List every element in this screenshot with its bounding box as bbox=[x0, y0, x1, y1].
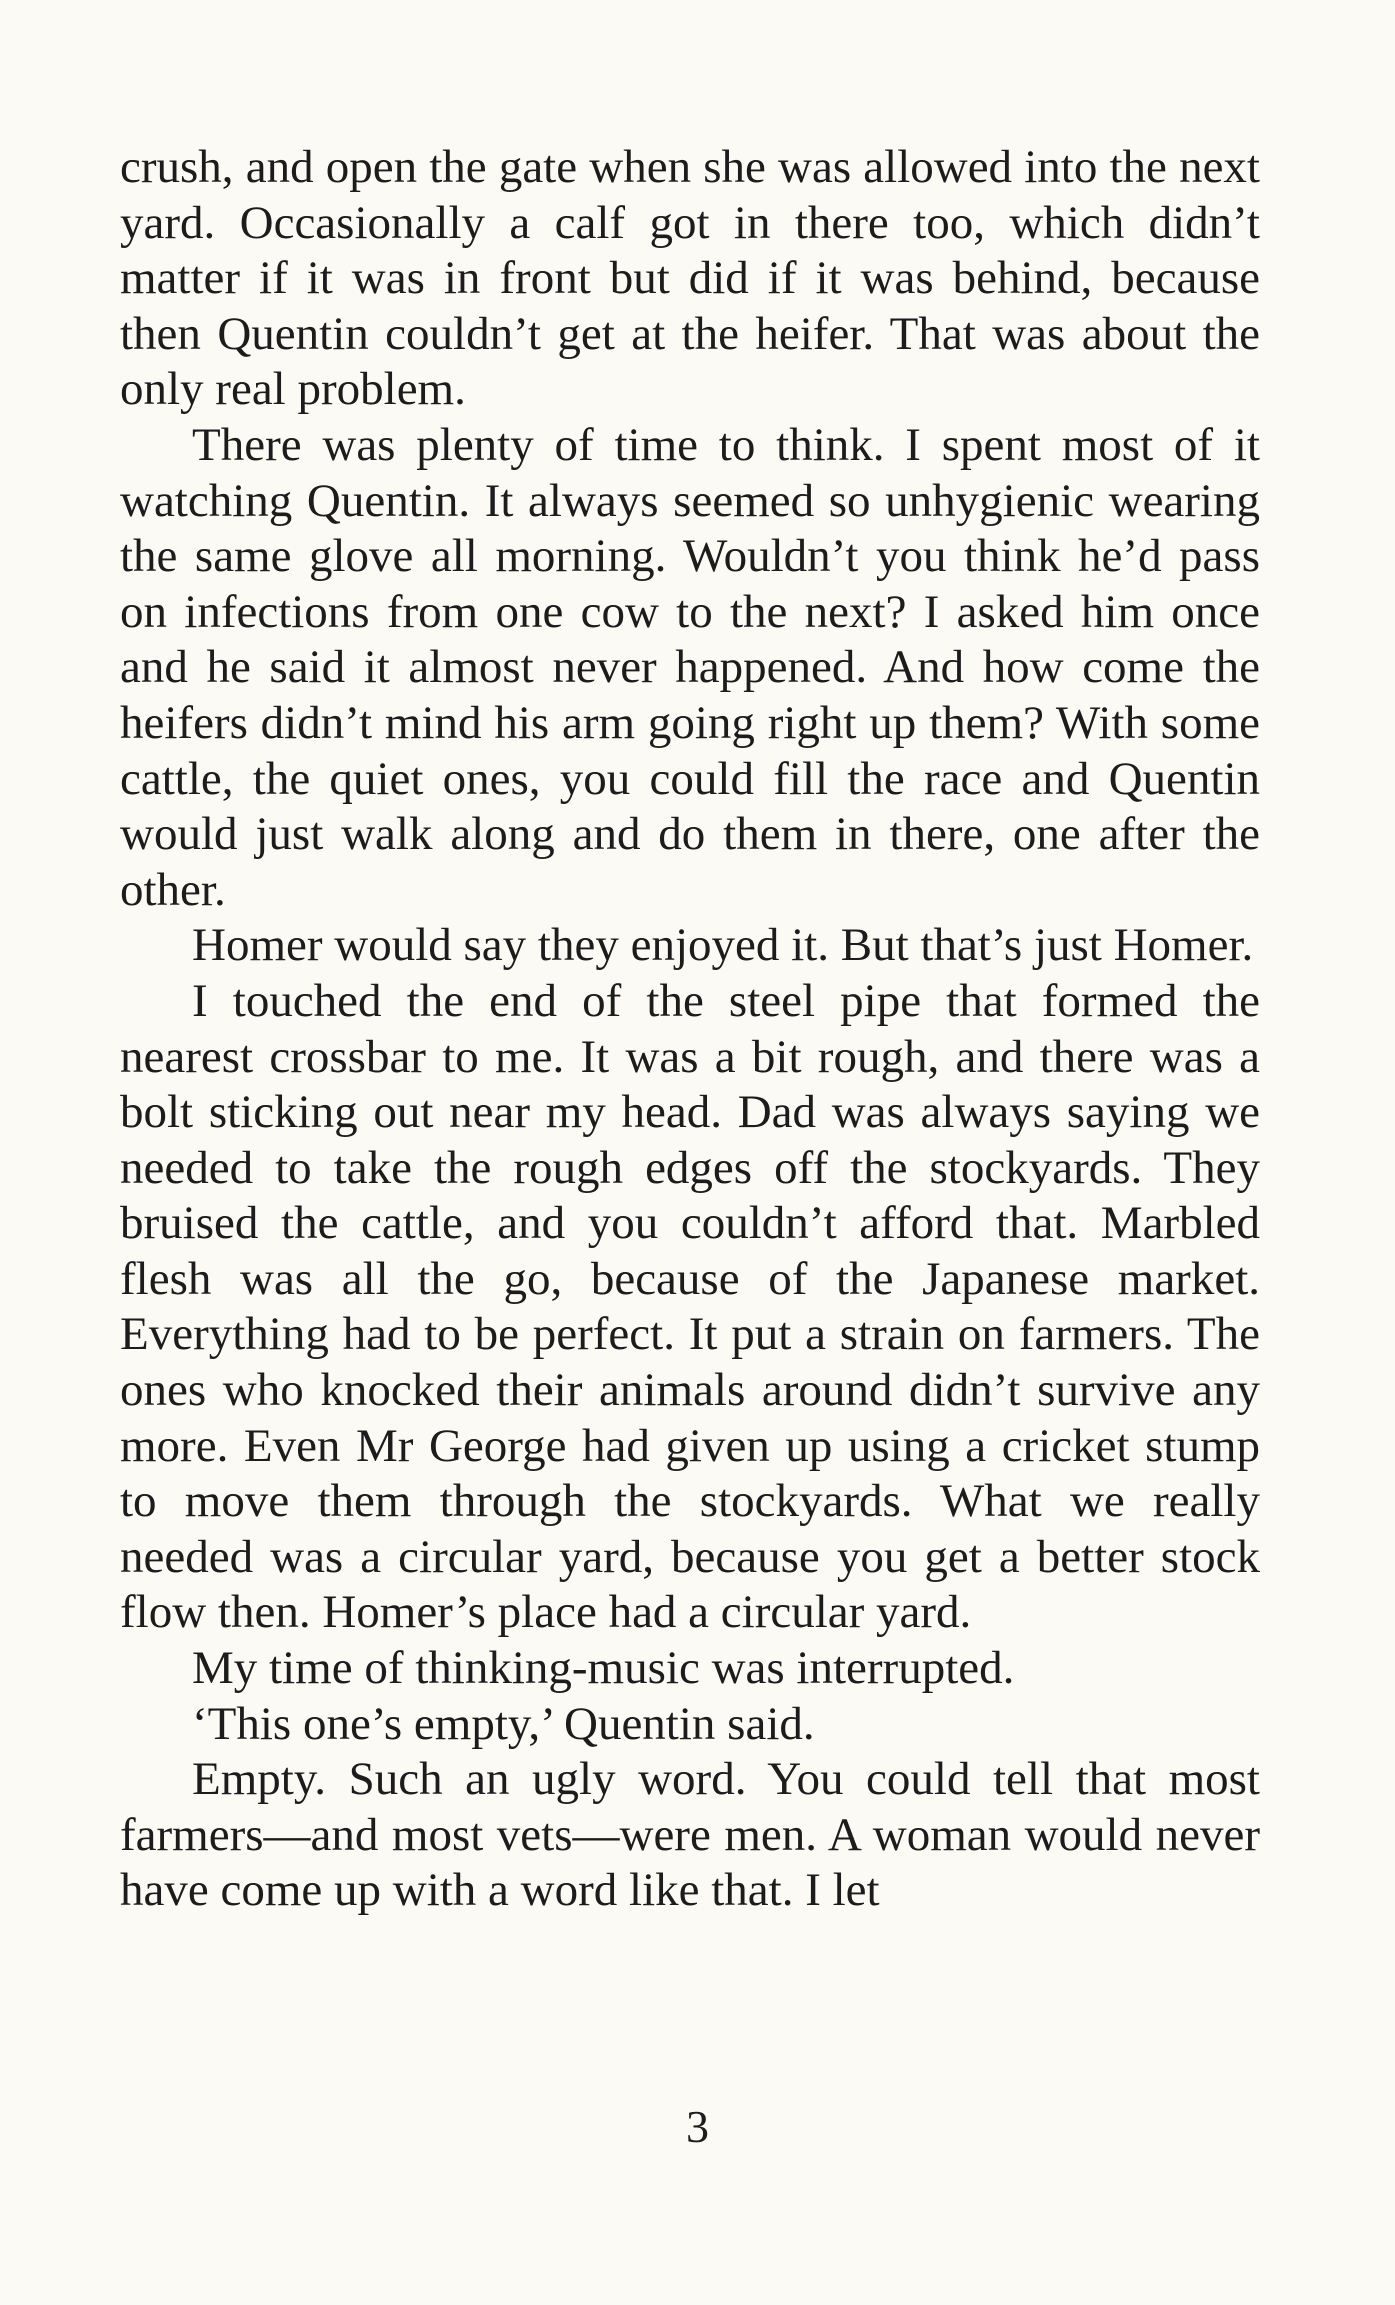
paragraph-4: I touched the end of the steel pipe that formed the nearest crossbar to me. It was a bit rough, and there was a bolt sticking out near my head. Dad was always saying we needed to take the rough edges off the stockyards. They bruised the cattle, and you couldn’t afford that. Marbled flesh was all the go, because of the Japanese market. Everything had to be perfect. It put a strain on farmers. The ones who knocked their animals around didn’t survive any more. Even Mr George had given up using a cricket stump to move them through the stockyards. What we really needed was a circular yard, because you get a better stock flow then. Homer’s place had a circular yard. bbox=[120, 974, 1260, 1639]
paragraph-3: Homer would say they enjoyed it. But that’s just Homer. bbox=[192, 919, 1254, 972]
paragraph-1: crush, and open the gate when she was allowed into the next yard. Occasionally a calf got in there too, which didn’t matter if it was in front but did if it was behind, because then Quentin couldn’t get at the heifer. That was about the only real problem. bbox=[120, 141, 1260, 416]
body-text bbox=[120, 140, 1260, 1919]
paragraph-7: Empty. Such an ugly word. You could tell that most farmers—and most vets—were men. A woman would never have come up with a word like that. I let bbox=[120, 1753, 1260, 1917]
paragraph-5: My time of thinking-music was interrupted. bbox=[192, 1642, 1015, 1695]
page-number: 3 bbox=[686, 2101, 709, 2152]
paragraph-6: ‘This one’s empty,’ Quentin said. bbox=[192, 1697, 815, 1750]
paragraph-2: There was plenty of time to think. I spent most of it watching Quentin. It always seemed so unhygienic wearing the same glove all morning. Wouldn’t you think he’d pass on infections from one cow to the next? I asked him once and he said it almost never happened. And how come the heifers didn’t mind his arm going right up them? With some cattle, the quiet ones, you could fill the race and Quentin would just walk along and do them in there, one after the other. bbox=[120, 418, 1260, 916]
